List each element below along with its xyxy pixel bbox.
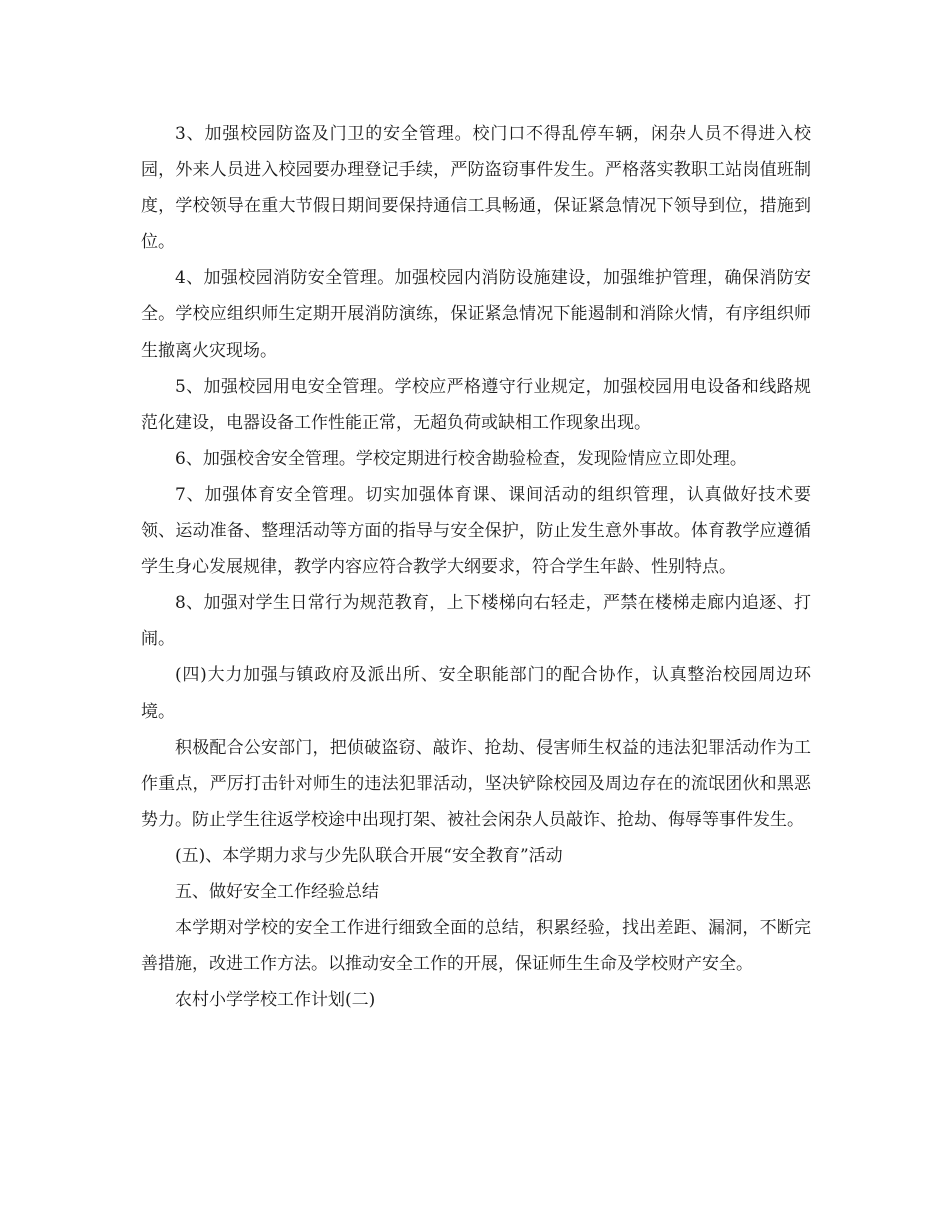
paragraph-item-7: 7、加强体育安全管理。切实加强体育课、课间活动的组织管理，认真做好技术要领、运动准备、整理活动等方面的指导与安全保护，防止发生意外事故。体育教学应遵循学生身心发展规律，教学内容应符合教学大纲要求，符合学生年龄、性别特点。 [141, 484, 811, 578]
paragraph-section-5: (五)、本学期力求与少先队联合开展“安全教育”活动 [175, 845, 563, 866]
paragraph-item-3: 3、加强校园防盗及门卫的安全管理。校门口不得乱停车辆，闲杂人员不得进入校园，外来人员进入校园要办理登记手续，严防盗窃事件发生。严格落实教职工站岗值班制度，学校领导在重大节假日期间要保持通信工具畅通，保证紧急情况下领导到位，措施到位。 [141, 124, 811, 253]
paragraph-summary: 本学期对学校的安全工作进行细致全面的总结，积累经验，找出差距、漏洞，不断完善措施，改进工作方法。以推动安全工作的开展，保证师生生命及学校财产安全。 [141, 918, 811, 975]
paragraph-item-8: 8、加强对学生日常行为规范教育，上下楼梯向右轻走，严禁在楼梯走廊内追逐、打闹。 [141, 593, 811, 650]
paragraph-item-6: 6、加强校舍安全管理。学校定期进行校舍勘验检查，发现险情应立即处理。 [175, 448, 747, 469]
paragraph-item-4: 4、加强校园消防安全管理。加强校园内消防设施建设，加强维护管理，确保消防安全。学校应组织师生定期开展消防演练，保证紧急情况下能遏制和消除火情，有序组织师生撤离火灾现场。 [141, 268, 811, 361]
document-body [141, 116, 811, 1018]
heading-next-plan: 农村小学学校工作计划(二) [175, 990, 376, 1011]
paragraph-police-cooperation: 积极配合公安部门，把侦破盗窃、敲诈、抢劫、侵害师生权益的违法犯罪活动作为工作重点，严厉打击针对师生的违法犯罪活动，坚决铲除校园及周边存在的流氓团伙和黑恶势力。防止学生往返学校途中出现打架、被社会闲杂人员敲诈、抢劫、侮辱等事件发生。 [141, 737, 811, 830]
heading-summary: 五、做好安全工作经验总结 [175, 881, 379, 902]
paragraph-item-5: 5、加强校园用电安全管理。学校应严格遵守行业规定，加强校园用电设备和线路规范化建设，电器设备工作性能正常，无超负荷或缺相工作现象出现。 [141, 376, 811, 433]
paragraph-section-4: (四)大力加强与镇政府及派出所、安全职能部门的配合协作，认真整治校园周边环境。 [141, 665, 811, 722]
